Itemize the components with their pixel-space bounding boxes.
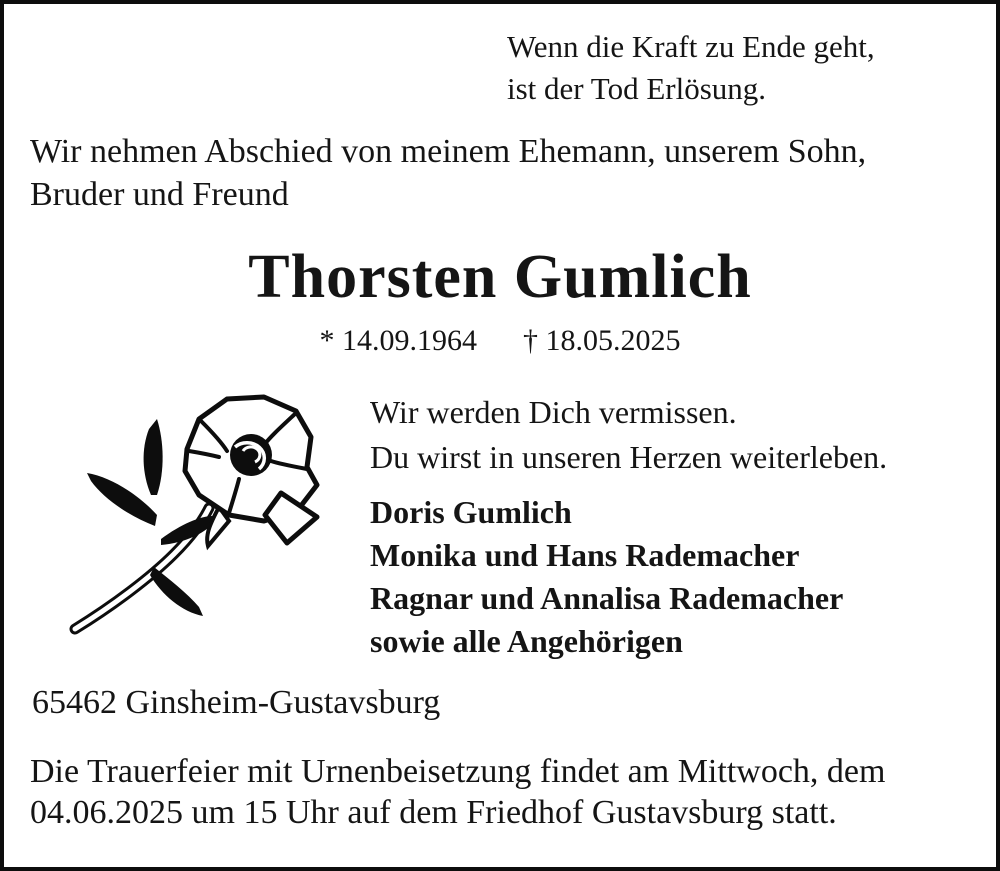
epitaph-line-1: Wenn die Kraft zu Ende geht, <box>507 29 875 64</box>
funeral-line-1: Die Trauerfeier mit Urnenbeisetzung findet am Mittwoch, dem <box>30 753 886 790</box>
farewell-text <box>370 390 887 480</box>
mourner-line: Monika und Hans Rademacher <box>370 537 800 573</box>
rose-leaf-upper <box>144 419 163 495</box>
birth-date: * 14.09.1964 <box>319 324 477 357</box>
funeral-info <box>30 751 885 833</box>
intro-line-1: Wir nehmen Abschied von meinem Ehemann, unserem Sohn, <box>30 133 867 170</box>
funeral-line-2: 04.06.2025 um 15 Uhr auf dem Friedhof Gustavsburg statt. <box>30 794 837 831</box>
rose-petal-lower-right <box>265 493 317 543</box>
life-dates <box>4 324 996 358</box>
rose-icon <box>59 389 339 654</box>
location-text: 65462 Ginsheim-Gustavsburg <box>32 684 441 721</box>
farewell-line-1: Wir werden Dich vermissen. <box>370 394 737 430</box>
farewell-line-2: Du wirst in unseren Herzen weiterleben. <box>370 439 888 475</box>
intro-line-2: Bruder und Freund <box>30 176 289 213</box>
mourner-line: Ragnar und Annalisa Rademacher <box>370 580 844 616</box>
mourners-list <box>370 491 843 663</box>
epitaph-line-2: ist der Tod Erlösung. <box>507 71 767 106</box>
mourner-line: sowie alle Angehörigen <box>370 623 683 659</box>
epitaph-quote <box>507 26 875 110</box>
deceased-name: Thorsten Gumlich <box>248 243 752 311</box>
intro-text <box>30 130 866 216</box>
mourner-line: Doris Gumlich <box>370 494 572 530</box>
rose-leaf-lower <box>150 567 203 616</box>
death-date: † 18.05.2025 <box>523 324 681 357</box>
